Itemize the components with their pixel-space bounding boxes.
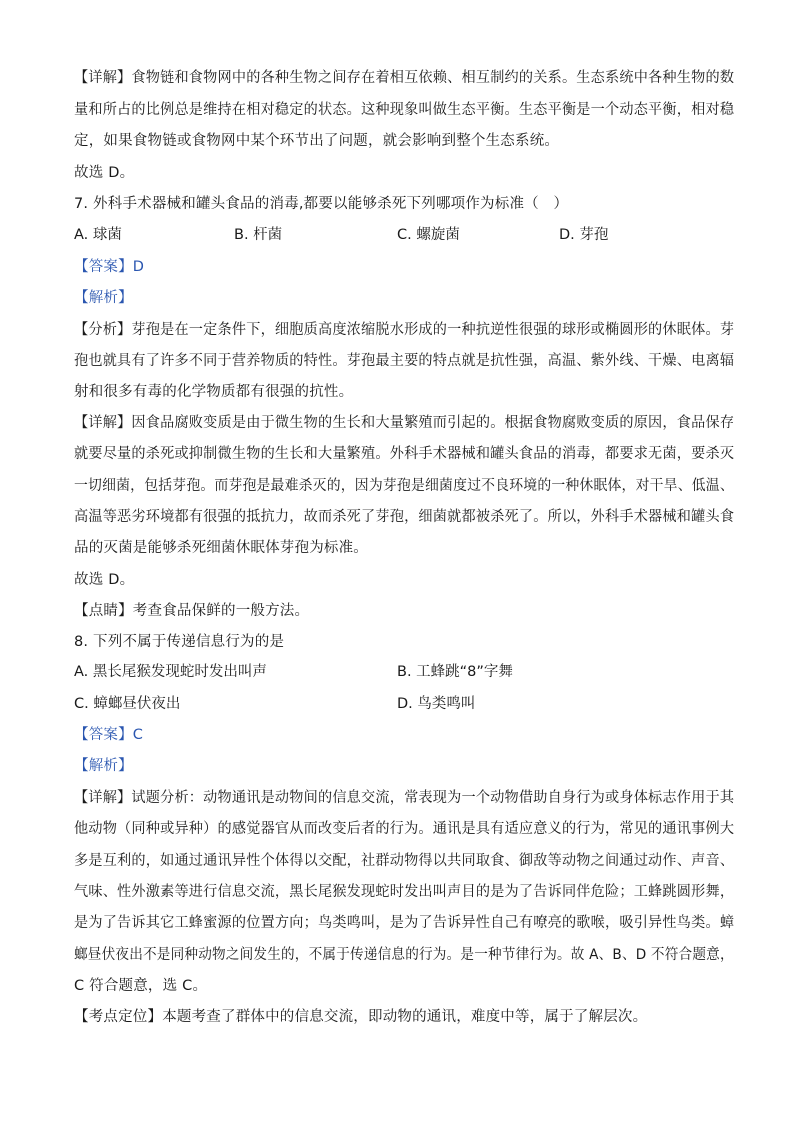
detail-line: C 符合题意，选 C。 — [74, 978, 208, 994]
question-7-answer: 【答案】D — [74, 259, 145, 275]
detail-paragraph-line: 量和所占的比例总是维持在相对稳定的状态。这种现象叫做生态平衡。生态平衡是一个动态平衡，相对稳 — [74, 102, 735, 118]
detail-line: 【详解】试题分析：动物通讯是动物间的信息交流，常表现为一个动物借助自身行为或身体标志作用于其 — [74, 790, 735, 806]
question-8-option-b: B. 工蜂跳“8”字舞 — [397, 664, 513, 680]
question-7-analysis-label: 【解析】 — [74, 290, 133, 306]
analysis-line: 【分析】芽孢是在一定条件下，细胞质高度浓缩脱水形成的一种抗逆性很强的球形或椭圆形的休眠体。芽 — [74, 322, 735, 338]
question-7-option-b: B. 杆菌 — [234, 227, 283, 243]
question-8-stem: 8. 下列不属于传递信息行为的是 — [74, 634, 285, 650]
question-8-option-c: C. 蟑螂昼伏夜出 — [74, 696, 181, 712]
question-8-option-d: D. 鸟类鸣叫 — [397, 696, 476, 712]
question-8-option-a: A. 黑长尾猴发现蛇时发出叫声 — [74, 664, 267, 680]
comment-line: 【点睛】考查食品保鲜的一般方法。 — [74, 603, 310, 619]
choice-conclusion: 故选 D。 — [74, 165, 135, 181]
question-7-option-c: C. 螺旋菌 — [397, 227, 460, 243]
question-7-option-a: A. 球菌 — [74, 227, 122, 243]
question-7-stem: 7. 外科手术器械和罐头食品的消毒,都要以能够杀死下列哪项作为标准（ ） — [74, 196, 569, 212]
analysis-line: 射和很多有毒的化学物质都有很强的抗性。 — [74, 384, 354, 400]
detail-line: 他动物（同种或异种）的感觉器官从而改变后者的行为。通讯是具有适应意义的行为，常见的通讯事例大 — [74, 821, 735, 837]
detail-line: 是为了告诉其它工蜂蜜源的位置方向；鸟类鸣叫，是为了告诉异性自己有嘹亮的歌喉，吸引异性鸟类。蟑 — [74, 915, 735, 931]
question-8-answer: 【答案】C — [74, 727, 144, 743]
detail-line: 多是互利的，如通过通讯异性个体得以交配，社群动物得以共同取食、御敌等动物之间通过动作、声音、 — [74, 853, 735, 869]
detail-line: 气味、性外激素等进行信息交流，黑长尾猴发现蛇时发出叫声目的是为了告诉同伴危险；工蜂跳圆形舞， — [74, 884, 735, 900]
detail-paragraph-line: 定，如果食物链或食物网中某个环节出了问题，就会影响到整个生态系统。 — [74, 133, 560, 149]
detail-line: 一切细菌，包括芽孢。而芽孢是最难杀灭的，因为芽孢是细菌度过不良环境的一种休眠体，对干旱、低温、 — [74, 478, 734, 494]
detail-line: 品的灭菌是能够杀死细菌休眠体芽孢为标准。 — [74, 540, 368, 556]
question-7-option-d: D. 芽孢 — [559, 227, 609, 243]
choice-conclusion: 故选 D。 — [74, 572, 135, 588]
detail-line: 螂昼伏夜出不是同种动物之间发生的，不属于传递信息的行为。是一种节律行为。故 A、B、D 不符合题意， — [74, 947, 734, 963]
detail-line: 就要尽量的杀死或抑制微生物的生长和大量繁殖。外科手术器械和罐头食品的消毒，都要求无菌，要杀灭 — [74, 446, 735, 462]
detail-paragraph-line: 【详解】食物链和食物网中的各种生物之间存在着相互依赖、相互制约的关系。生态系统中各种生物的数 — [74, 70, 735, 86]
analysis-line: 孢也就具有了许多不同于营养物质的特性。芽孢最主要的特点就是抗性强，高温、紫外线、干燥、电离辐 — [74, 353, 735, 369]
detail-line: 【详解】因食品腐败变质是由于微生物的生长和大量繁殖而引起的。根据食物腐败变质的原因，食品保存 — [74, 415, 735, 431]
exam-point-line: 【考点定位】本题考查了群体中的信息交流，即动物的通讯，难度中等，属于了解层次。 — [74, 1009, 648, 1025]
detail-line: 高温等恶劣环境都有很强的抵抗力，故而杀死了芽孢，细菌就都被杀死了。所以，外科手术器械和罐头食 — [74, 509, 735, 525]
question-8-analysis-label: 【解析】 — [74, 758, 133, 774]
